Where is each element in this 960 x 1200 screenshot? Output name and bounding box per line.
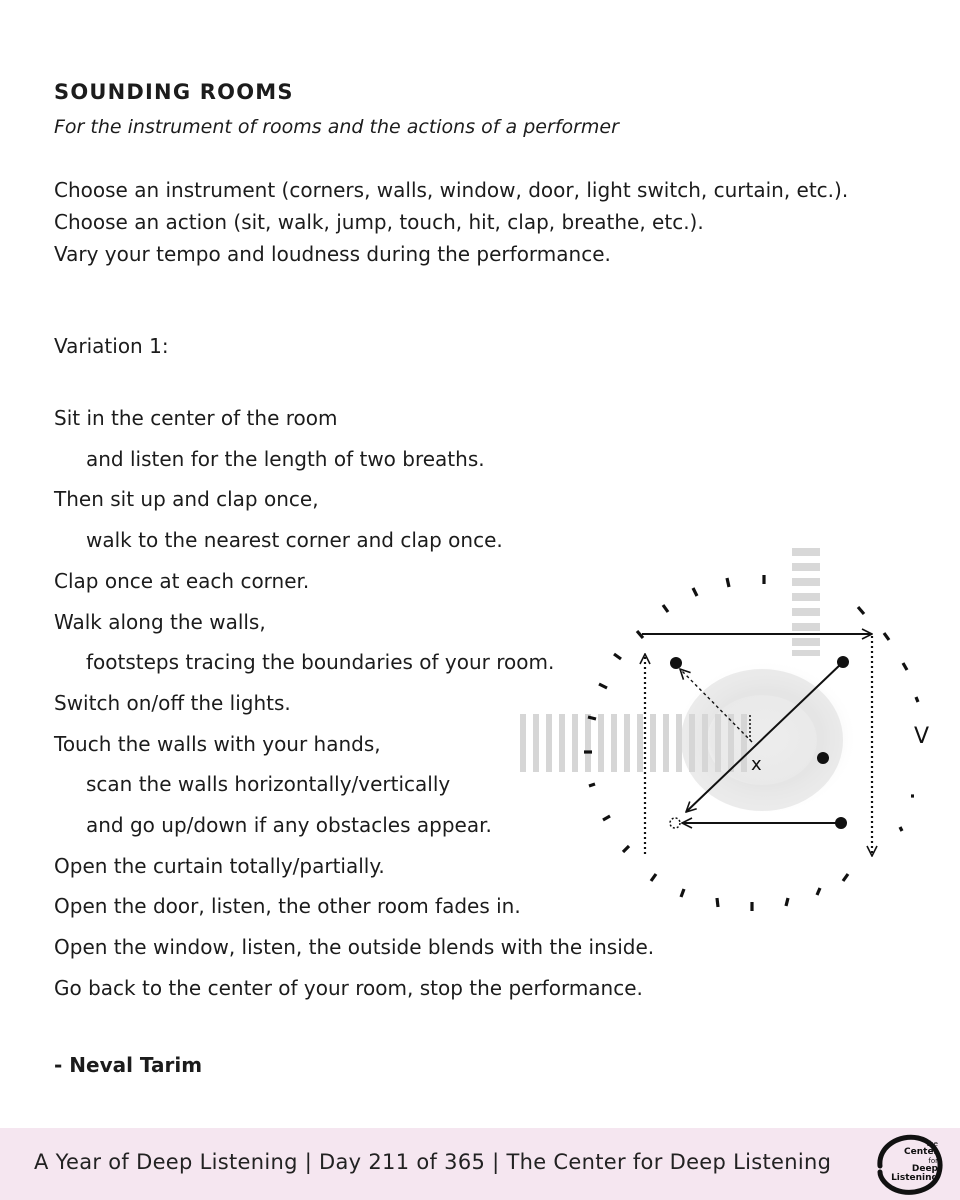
intro-line: Vary your tempo and loudness during the performance. xyxy=(54,242,611,266)
footer-bar xyxy=(0,1128,960,1200)
center-logo xyxy=(866,1132,946,1196)
instruction-line: and go up/down if any obstacles appear. xyxy=(86,813,492,838)
graphic-score xyxy=(514,544,960,924)
instruction-line: scan the walls horizontally/vertically xyxy=(86,772,451,797)
instruction-line: Open the curtain totally/partially. xyxy=(54,853,385,878)
instruction-line: Sit in the center of the room xyxy=(54,406,338,430)
logo-line: the xyxy=(926,1140,938,1148)
instruction-line: footsteps tracing the boundaries of your room. xyxy=(86,650,555,675)
corner-dot xyxy=(837,656,849,668)
variation-heading: Variation 1: xyxy=(54,334,169,358)
corner-dot xyxy=(670,657,682,669)
logo-text xyxy=(882,1140,938,1183)
instruction-line: Touch the walls with your hands, xyxy=(54,731,381,756)
author-credit: - Neval Tarim xyxy=(54,1053,203,1077)
corner-dot xyxy=(817,752,829,764)
instruction-line: and listen for the length of two breaths. xyxy=(86,446,485,471)
corner-dot-dotted xyxy=(670,818,680,828)
instruction-line: walk to the nearest corner and clap once. xyxy=(86,528,503,553)
logo-line: Deep xyxy=(911,1164,938,1174)
instruction-line: Open the window, listen, the outside blends with the inside. xyxy=(54,935,655,960)
corner-dot xyxy=(835,817,847,829)
intro-block xyxy=(54,174,874,270)
grey-bar-stack xyxy=(792,548,820,656)
instruction-line: Go back to the center of your room, stop the performance. xyxy=(54,975,643,1000)
intro-line: Choose an instrument (corners, walls, window, door, light switch, curtain, etc.). xyxy=(54,178,849,202)
instruction-line: Walk along the walls, xyxy=(54,609,266,634)
logo-line: for xyxy=(928,1157,938,1165)
document-title: SOUNDING ROOMS xyxy=(54,80,294,104)
logo-line: Center xyxy=(904,1147,938,1157)
right-mark: V xyxy=(914,724,930,749)
logo-line: Listening xyxy=(891,1173,938,1183)
instruction-line: Open the door, listen, the other room fades in. xyxy=(54,894,521,919)
instruction-line: Then sit up and clap once, xyxy=(54,487,319,512)
instruction-line: Switch on/off the lights. xyxy=(54,690,291,715)
center-mark: x xyxy=(751,754,762,775)
document-subtitle: For the instrument of rooms and the actions of a performer xyxy=(54,116,619,138)
footer-text: A Year of Deep Listening | Day 211 of 365 | The Center for Deep Listening xyxy=(34,1150,832,1174)
intro-line: Choose an action (sit, walk, jump, touch, hit, clap, breathe, etc.). xyxy=(54,210,704,234)
instruction-line: Clap once at each corner. xyxy=(54,568,310,593)
